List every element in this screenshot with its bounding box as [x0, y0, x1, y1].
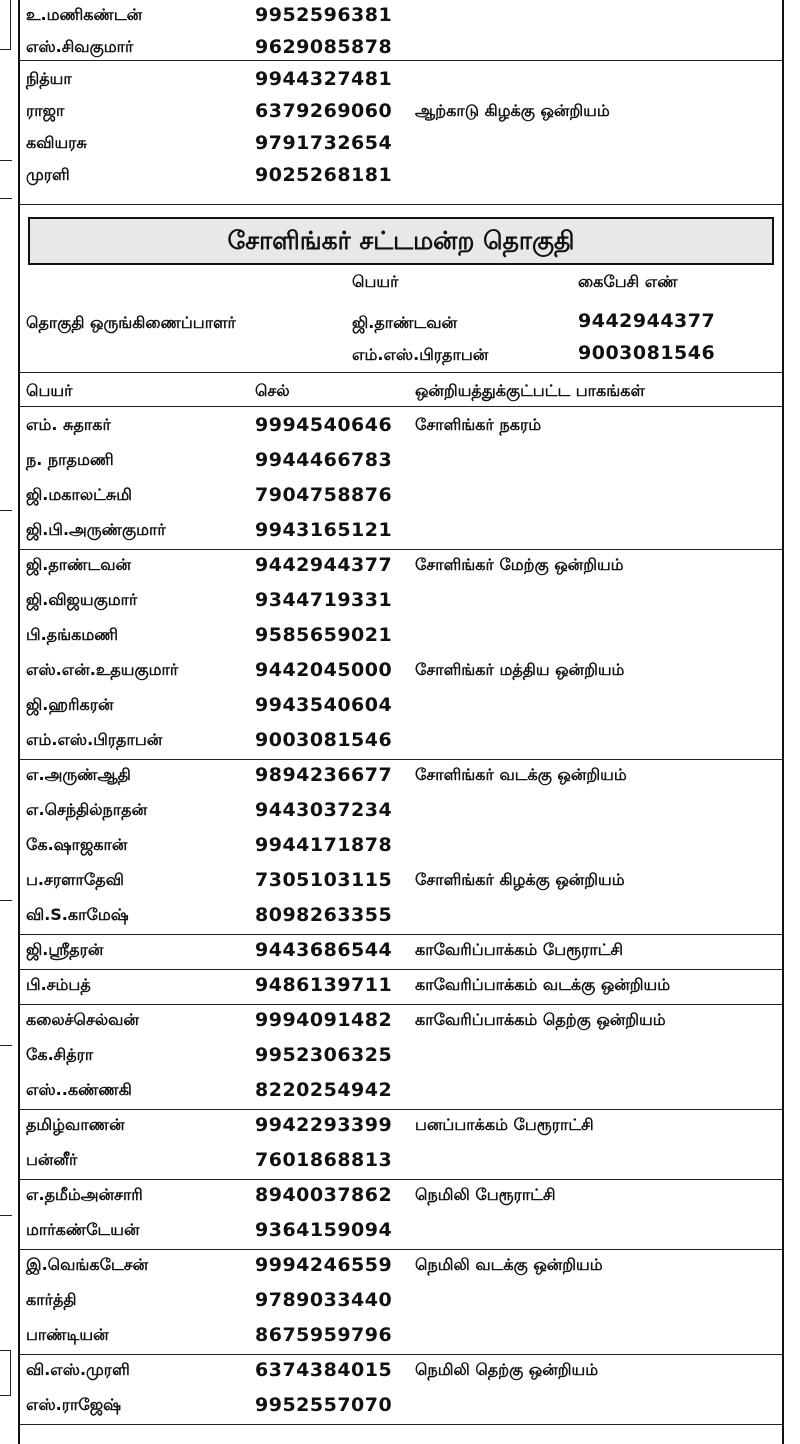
area-name: நெமிலி தெற்கு ஒன்றியம் — [415, 1360, 599, 1379]
contact-name: வி.S.காமேஷ் — [26, 905, 129, 924]
area-name: சோளிங்கர் நகரம் — [415, 415, 542, 434]
contact-phone: 9944327481 — [255, 68, 393, 90]
contact-phone: 9944171878 — [255, 834, 393, 856]
contact-name: எம். சுதாகர் — [26, 415, 111, 434]
table-row — [20, 160, 782, 190]
area-name: காவேரிப்பாக்கம் வடக்கு ஒன்றியம் — [415, 975, 671, 994]
contact-phone: 9364159094 — [255, 1219, 393, 1241]
edge-tick — [0, 198, 12, 199]
contact-name: எஸ்.என்.உதயகுமார் — [26, 660, 179, 679]
contact-phone: 9791732654 — [255, 132, 393, 154]
edge-tick — [0, 160, 12, 161]
table-row — [20, 655, 782, 685]
edge-tick — [0, 900, 12, 901]
edge-box — [0, 0, 11, 50]
contact-name: பாண்டியன் — [26, 1325, 109, 1344]
header-name: பெயர் — [26, 381, 73, 400]
table-row — [20, 1320, 782, 1350]
table-row — [20, 1250, 782, 1280]
contact-name: ப.சரளாதேவி — [26, 870, 124, 889]
contact-name: எ.அருண்ஆதி — [26, 765, 131, 784]
contact-name: நித்யா — [26, 69, 72, 88]
table-row — [20, 620, 782, 650]
contact-phone: 9943540604 — [255, 694, 393, 716]
divider — [20, 204, 782, 205]
divider — [20, 60, 782, 61]
contact-name: பி.சம்பத் — [26, 975, 91, 994]
contact-name: கார்த்தி — [26, 1290, 77, 1309]
contact-phone: 9629085878 — [255, 36, 393, 58]
contact-phone: 7305103115 — [255, 869, 393, 891]
group-divider — [20, 1354, 782, 1355]
contact-name: ஜி.தாண்டவன் — [26, 555, 132, 574]
contact-name: எஸ்.ராஜேஷ் — [26, 1395, 121, 1414]
group-divider — [20, 1179, 782, 1180]
table-row — [20, 1075, 782, 1105]
area-name: சோளிங்கர் மேற்கு ஒன்றியம் — [415, 555, 624, 574]
coordinator-name: ஜி.தாண்டவன் — [352, 313, 458, 332]
contact-name: இ.வெங்கடேசன் — [26, 1255, 149, 1274]
contact-phone: 9442045000 — [255, 659, 393, 681]
contact-name: மார்கண்டேயன் — [26, 1220, 140, 1239]
group-divider — [20, 1249, 782, 1250]
contact-name: கலைச்செல்வன் — [26, 1010, 139, 1029]
table-row — [20, 865, 782, 895]
table-row — [20, 795, 782, 825]
contact-name: வி.எஸ்.முரளி — [26, 1360, 130, 1379]
contact-phone: 6374384015 — [255, 1359, 393, 1381]
table-row — [20, 128, 782, 158]
area-name: காவேரிப்பாக்கம் தெற்கு ஒன்றியம் — [415, 1010, 666, 1029]
contact-phone: 8220254942 — [255, 1079, 393, 1101]
header-area: ஒன்றியத்துக்குட்பட்ட பாகங்கள் — [415, 381, 645, 400]
contact-phone: 9003081546 — [255, 729, 393, 751]
table-row — [20, 725, 782, 755]
coordinator-header-phone: கைபேசி எண் — [578, 272, 678, 291]
contact-phone: 9994540646 — [255, 414, 393, 436]
table-row — [20, 1215, 782, 1245]
area-name: நெமிலி பேரூராட்சி — [415, 1185, 556, 1204]
contact-phone: 9944466783 — [255, 449, 393, 471]
table-row — [20, 0, 782, 30]
contact-name: ஜி.மகாலட்சுமி — [26, 485, 133, 504]
edge-tick — [0, 1215, 12, 1216]
contact-phone: 9994246559 — [255, 1254, 393, 1276]
area-name: காவேரிப்பாக்கம் பேரூராட்சி — [415, 940, 624, 959]
contact-phone: 9952557070 — [255, 1394, 393, 1416]
contact-name: எம்.எஸ்.பிரதாபன் — [26, 730, 163, 749]
section-title: சோளிங்கர் சட்டமன்ற தொகுதி — [28, 217, 774, 265]
edge-box — [0, 1350, 11, 1396]
table-row — [20, 480, 782, 510]
contact-phone: 6379269060 — [255, 100, 393, 122]
coordinator-role: தொகுதி ஒருங்கிணைப்பாளர் — [26, 313, 236, 332]
contact-phone: 8940037862 — [255, 1184, 393, 1206]
table-row — [20, 64, 782, 94]
contact-phone: 9443686544 — [255, 939, 393, 961]
contact-phone: 9344719331 — [255, 589, 393, 611]
area-name: ஆற்காடு கிழக்கு ஒன்றியம் — [415, 101, 610, 120]
contact-name: பி.தங்கமணி — [26, 625, 119, 644]
contact-name: ஜி.ஹரிகரன் — [26, 695, 114, 714]
area-name: பனப்பாக்கம் பேரூராட்சி — [415, 1115, 594, 1134]
coordinator-phone: 9003081546 — [578, 342, 716, 364]
table-row — [20, 410, 782, 440]
contact-phone: 8675959796 — [255, 1324, 393, 1346]
area-name: சோளிங்கர் கிழக்கு ஒன்றியம் — [415, 870, 625, 889]
header-phone: செல் — [255, 381, 290, 400]
table-row — [20, 96, 782, 126]
contact-list-page — [18, 0, 784, 1444]
group-divider — [20, 759, 782, 760]
contact-phone: 9486139711 — [255, 974, 393, 996]
table-row — [20, 690, 782, 720]
contact-phone: 9789033440 — [255, 1289, 393, 1311]
contact-name: தமிழ்வாணன் — [26, 1115, 125, 1134]
contact-phone: 9942293399 — [255, 1114, 393, 1136]
contact-phone: 9894236677 — [255, 764, 393, 786]
contact-name: ஜி.விஜயகுமார் — [26, 590, 138, 609]
table-header — [20, 376, 782, 406]
contact-name: ஜி.ஸ்ரீதரன் — [26, 940, 104, 959]
edge-tick — [0, 510, 12, 511]
coordinator-header-name: பெயர் — [352, 272, 399, 291]
group-divider — [20, 1424, 782, 1425]
table-row — [20, 445, 782, 475]
divider — [20, 406, 782, 407]
area-name: சோளிங்கர் வடக்கு ஒன்றியம் — [415, 765, 627, 784]
table-row — [20, 1145, 782, 1175]
contact-name: கே.ஷாஜகான் — [26, 835, 128, 854]
table-row — [20, 970, 782, 1000]
table-row — [20, 1110, 782, 1140]
table-row — [20, 1180, 782, 1210]
table-row — [20, 1355, 782, 1385]
contact-name: உ.மணிகண்டன் — [26, 5, 143, 24]
contact-phone: 9025268181 — [255, 164, 393, 186]
contact-phone: 9585659021 — [255, 624, 393, 646]
contact-name: கவியரசு — [26, 133, 87, 152]
table-row — [20, 935, 782, 965]
contact-phone: 7601868813 — [255, 1149, 393, 1171]
group-divider — [20, 969, 782, 970]
table-row — [20, 550, 782, 580]
edge-tick — [0, 1045, 12, 1046]
table-row — [20, 1005, 782, 1035]
contact-name: முரளி — [26, 165, 70, 184]
table-row — [20, 585, 782, 615]
contact-name: கே.சித்ரா — [26, 1045, 94, 1064]
contact-phone: 9952596381 — [255, 4, 393, 26]
contact-name: எஸ்..கண்ணகி — [26, 1080, 132, 1099]
table-row — [20, 515, 782, 545]
group-divider — [20, 549, 782, 550]
group-divider — [20, 1109, 782, 1110]
table-row — [20, 830, 782, 860]
contact-name: எ.செந்தில்நாதன் — [26, 800, 148, 819]
coordinator-phone: 9442944377 — [578, 310, 716, 332]
contact-name: ந. நாதமணி — [26, 450, 114, 469]
table-row — [20, 1040, 782, 1070]
group-divider — [20, 934, 782, 935]
divider — [20, 372, 782, 373]
contact-phone: 9442944377 — [255, 554, 393, 576]
table-row — [20, 1285, 782, 1315]
adjacent-column-edge — [0, 0, 12, 1444]
contact-name: எஸ்.சிவகுமார் — [26, 37, 134, 56]
contact-name: எ.தமீம்அன்சாரி — [26, 1185, 143, 1204]
contact-phone: 9943165121 — [255, 519, 393, 541]
table-row — [20, 32, 782, 62]
area-name: சோளிங்கர் மத்திய ஒன்றியம் — [415, 660, 625, 679]
table-row — [20, 1390, 782, 1420]
contact-name: ஜி.பி.அருண்குமார் — [26, 520, 166, 539]
contact-phone: 9952306325 — [255, 1044, 393, 1066]
contact-phone: 9443037234 — [255, 799, 393, 821]
contact-phone: 9994091482 — [255, 1009, 393, 1031]
contact-phone: 7904758876 — [255, 484, 393, 506]
table-row — [20, 900, 782, 930]
contact-name: ராஜா — [26, 101, 65, 120]
table-row — [20, 760, 782, 790]
group-divider — [20, 1004, 782, 1005]
coordinator-name: எம்.எஸ்.பிரதாபன் — [352, 345, 489, 364]
contact-phone: 8098263355 — [255, 904, 393, 926]
contact-name: பன்னீர் — [26, 1150, 78, 1169]
area-name: நெமிலி வடக்கு ஒன்றியம் — [415, 1255, 603, 1274]
